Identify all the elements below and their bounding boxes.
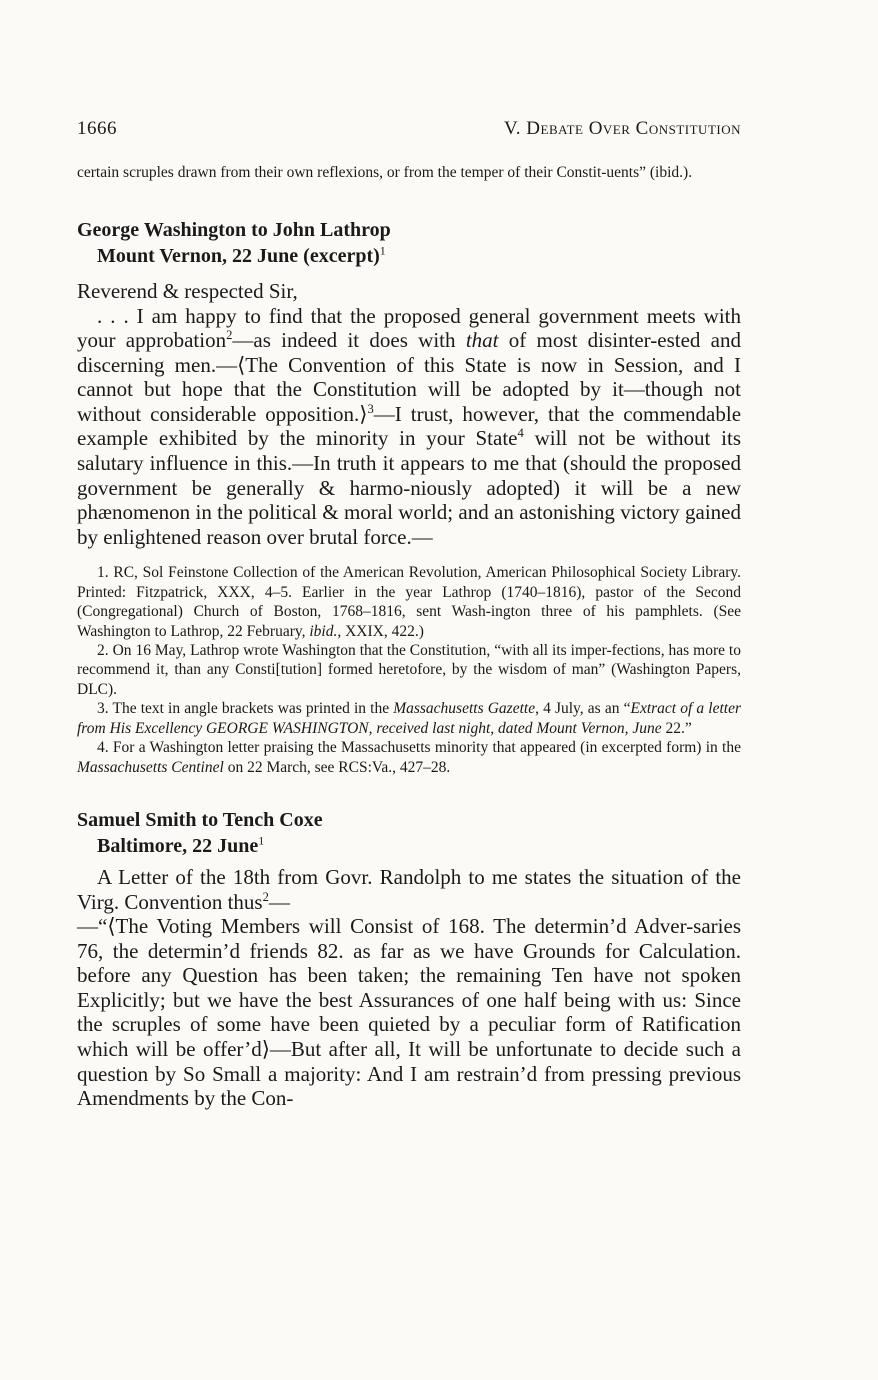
footnote-ref: 1 <box>379 243 386 258</box>
footnote-italic: Extract of a letter from His Excellency GEORGE WASHINGTON, received last night, dated Mount Vernon, June <box>77 700 741 737</box>
body-text: of most disinter-ested and discerning men.—⟨The Convention of this State is now in Session, and I cannot but hope that the Constitution will be adopted by it—though not without considerable opposition.⟩ <box>77 328 742 426</box>
footnote-italic: ibid. <box>309 622 338 640</box>
letter1-salutation <box>77 279 741 304</box>
letter1-heading <box>77 217 741 269</box>
letter2-dateline-text: Baltimore, 22 June <box>97 834 259 857</box>
footnote-text: 2. On 16 May, Lathrop wrote Washington that the Constitution, “with all its imper-fections, has more to recommend it, than any Consti[tution] formed heretofore, by the wisdom of man” (Washington Papers, DLC). <box>77 642 741 698</box>
footnote-ref: 3 <box>367 401 374 416</box>
footnote-text: , 4 July, as an “ <box>535 700 631 718</box>
running-head <box>77 118 741 146</box>
page-number: 1666 <box>77 118 117 139</box>
letter2-paragraph <box>77 865 741 914</box>
footnote-ref: 4 <box>517 426 524 441</box>
carryover-text: certain scruples drawn from their own reflexions, or from the temper of their Constit-uents” (ibid.). <box>77 164 693 181</box>
footnote-ref: 2 <box>262 889 269 904</box>
section-title: V. Debate Over Constitution <box>504 118 741 139</box>
letter1-heading-dateline <box>77 243 741 269</box>
body-text: A Letter of the 18th from Govr. Randolph to me states the situation of the Virg. Convention thus <box>77 864 741 914</box>
letter1-footnotes <box>77 563 741 776</box>
body-text: —as indeed it does with <box>232 328 466 353</box>
letter1-paragraph <box>77 304 741 550</box>
footnote-3 <box>77 699 741 738</box>
body-text: — <box>268 889 290 914</box>
letter2-heading <box>77 807 741 859</box>
carryover-paragraph <box>77 162 741 183</box>
page-content <box>77 118 741 1111</box>
salutation-text: Reverend & respected Sir, <box>77 279 298 303</box>
emphasis-text: that <box>465 328 499 353</box>
footnote-2 <box>77 641 741 699</box>
footnote-text: , XXIX, 422.) <box>337 622 424 640</box>
footnote-italic: Massachusetts Gazette <box>393 700 536 718</box>
body-text: —“⟨The Voting Members will Consist of 168. The determin’d Adver-saries 76, the determin’d friends 82. as far as we have Grounds for Calculation. before any Question has been taken; the remaining Ten have not spoken Explicitly; but we have the best Assurances of one half being with us: Since the scruples of some have been quieted by a peculiar form of Ratification which will be offer’d⟩—But after all, It will be unfortunate to decide such a question by So Small a majority: And I am restrain’d from pressing previous Amendments by the Con- <box>77 914 741 1111</box>
body-text: —I trust, however, that the commendable example exhibited by the minority in your State <box>77 401 742 451</box>
letter2-quote-paragraph <box>77 914 741 1111</box>
footnote-4 <box>77 738 741 777</box>
footnote-text: 22.” <box>661 719 692 737</box>
letter1-body <box>77 304 741 550</box>
letter2-heading-dateline <box>77 833 741 859</box>
footnote-text: on 22 March, see RCS:Va., 427–28. <box>223 758 451 776</box>
letter1-heading-title: George Washington to John Lathrop <box>77 219 391 241</box>
letter2-body <box>77 865 741 1111</box>
footnote-1 <box>77 563 741 641</box>
footnote-ref: 1 <box>258 833 265 848</box>
footnote-ref: 2 <box>226 328 233 343</box>
footnote-italic: Massachusetts Centinel <box>77 758 224 776</box>
footnote-text: 4. For a Washington letter praising the Massachusetts minority that appeared (in excerpted form) in the <box>97 739 741 757</box>
body-text: will not be without its salutary influence in this.—In truth it appears to me that (should the proposed government be generally & harmo-niously adopted) it will be a new phænomenon in the political & moral world; and an astonishing victory gained by enlightened reason over brutal force.— <box>77 426 741 549</box>
letter2-heading-title: Samuel Smith to Tench Coxe <box>77 808 323 831</box>
letter1-dateline-text: Mount Vernon, 22 June (excerpt) <box>97 245 380 267</box>
footnote-text: 3. The text in angle brackets was printed in the <box>97 700 394 718</box>
footnote-text: 1. RC, Sol Feinstone Collection of the American Revolution, American Philosophical Society Library. Printed: Fitzpatrick, XXX, 4–5. Earlier in the year Lathrop (1740–1816), pastor of the Second (Congregational) Church of Boston, 1768–1816, sent Wash-ington three of his pamphlets. (See Washington to Lathrop, 22 February, <box>77 564 741 640</box>
body-text: . . . I am happy to find that the proposed general government meets with your approbation <box>77 303 741 353</box>
